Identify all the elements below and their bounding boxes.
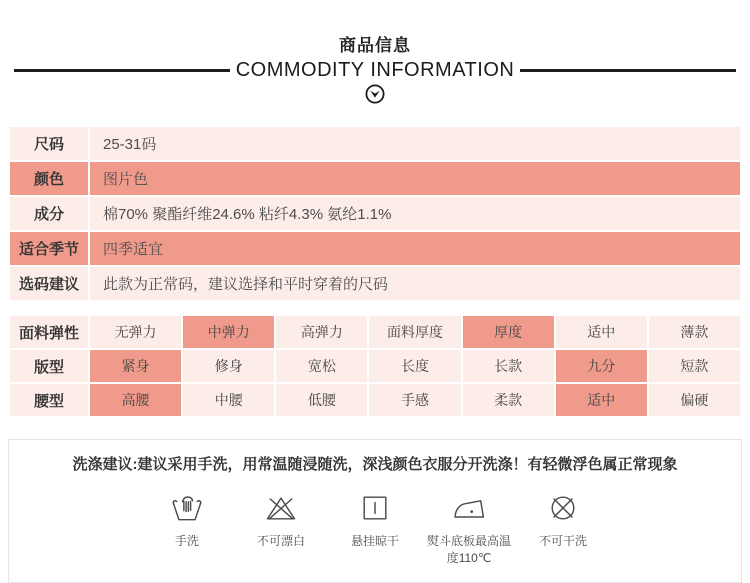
wash-item-label: 手洗 bbox=[174, 534, 199, 548]
attr-cell: 高弹力 bbox=[276, 316, 367, 348]
wash-item-label: 熨斗底板最高温度110℃ bbox=[426, 534, 511, 566]
table-row bbox=[10, 350, 740, 382]
attr-cell: 修身 bbox=[183, 350, 274, 382]
info-label: 选码建议 bbox=[10, 267, 88, 300]
table-row bbox=[10, 127, 740, 160]
info-value: 25-31码 bbox=[90, 127, 740, 160]
attr-cell: 高腰 bbox=[90, 384, 181, 416]
info-value: 此款为正常码，建议选择和平时穿着的尺码 bbox=[90, 267, 740, 300]
attr-cell: 长度 bbox=[369, 350, 460, 382]
wash-item-iron-max-110 bbox=[422, 490, 516, 568]
header-rule-left bbox=[14, 69, 230, 72]
info-label: 适合季节 bbox=[10, 232, 88, 265]
attr-cell: 面料厚度 bbox=[369, 316, 460, 348]
attr-cell: 宽松 bbox=[276, 350, 367, 382]
attr-cell: 薄款 bbox=[649, 316, 740, 348]
attr-cell: 低腰 bbox=[276, 384, 367, 416]
attr-label: 腰型 bbox=[10, 384, 88, 416]
wash-item-no-dry-clean bbox=[516, 490, 610, 550]
attr-cell: 偏硬 bbox=[649, 384, 740, 416]
header-rule-right bbox=[520, 69, 736, 72]
hang-dry-icon bbox=[357, 490, 393, 526]
info-value: 图片色 bbox=[90, 162, 740, 195]
attr-cell: 厚度 bbox=[463, 316, 554, 348]
section-title-row bbox=[14, 59, 736, 82]
section-header bbox=[0, 0, 750, 105]
table-row bbox=[10, 267, 740, 300]
info-label: 尺码 bbox=[10, 127, 88, 160]
chevron-down-circle-icon bbox=[0, 83, 750, 105]
info-label: 颜色 bbox=[10, 162, 88, 195]
wash-item-hang-dry bbox=[328, 490, 422, 550]
washing-instructions-box bbox=[8, 439, 742, 583]
attr-cell: 适中 bbox=[556, 316, 647, 348]
wash-item-label: 悬挂晾干 bbox=[350, 534, 399, 548]
attr-cell: 九分 bbox=[556, 350, 647, 382]
no-bleach-icon bbox=[263, 490, 299, 526]
attr-cell: 长款 bbox=[463, 350, 554, 382]
section-title-cn: 商品信息 bbox=[339, 36, 411, 55]
table-row bbox=[10, 384, 740, 416]
product-info-table bbox=[8, 125, 742, 302]
attr-cell: 中腰 bbox=[183, 384, 274, 416]
wash-item-hand-wash bbox=[140, 490, 234, 550]
wash-item-label: 不可干洗 bbox=[538, 534, 587, 548]
attr-cell: 短款 bbox=[649, 350, 740, 382]
attr-cell: 无弹力 bbox=[90, 316, 181, 348]
attr-label: 版型 bbox=[10, 350, 88, 382]
washing-advice-text: 洗涤建议:建议采用手洗，用常温随浸随洗，深浅颜色衣服分开洗涤！有轻微浮色属正常现象 bbox=[72, 456, 678, 473]
hand-wash-icon bbox=[169, 490, 205, 526]
wash-item-label: 不可漂白 bbox=[256, 534, 305, 548]
attr-cell: 柔款 bbox=[463, 384, 554, 416]
attr-cell: 手感 bbox=[369, 384, 460, 416]
washing-icons-row bbox=[17, 490, 733, 568]
attr-label: 面料弹性 bbox=[10, 316, 88, 348]
attribute-table bbox=[8, 314, 742, 418]
table-row bbox=[10, 232, 740, 265]
iron-max-110-icon bbox=[451, 490, 487, 526]
table-row bbox=[10, 162, 740, 195]
table-row bbox=[10, 316, 740, 348]
info-label: 成分 bbox=[10, 197, 88, 230]
wash-item-no-bleach bbox=[234, 490, 328, 550]
no-dry-clean-icon bbox=[545, 490, 581, 526]
section-title-en: COMMODITY INFORMATION bbox=[235, 59, 515, 81]
table-row bbox=[10, 197, 740, 230]
attr-cell: 适中 bbox=[556, 384, 647, 416]
attr-cell: 中弹力 bbox=[183, 316, 274, 348]
attr-cell: 紧身 bbox=[90, 350, 181, 382]
info-value: 棉70% 聚酯纤维24.6% 粘纤4.3% 氨纶1.1% bbox=[90, 197, 740, 230]
info-value: 四季适宜 bbox=[90, 232, 740, 265]
